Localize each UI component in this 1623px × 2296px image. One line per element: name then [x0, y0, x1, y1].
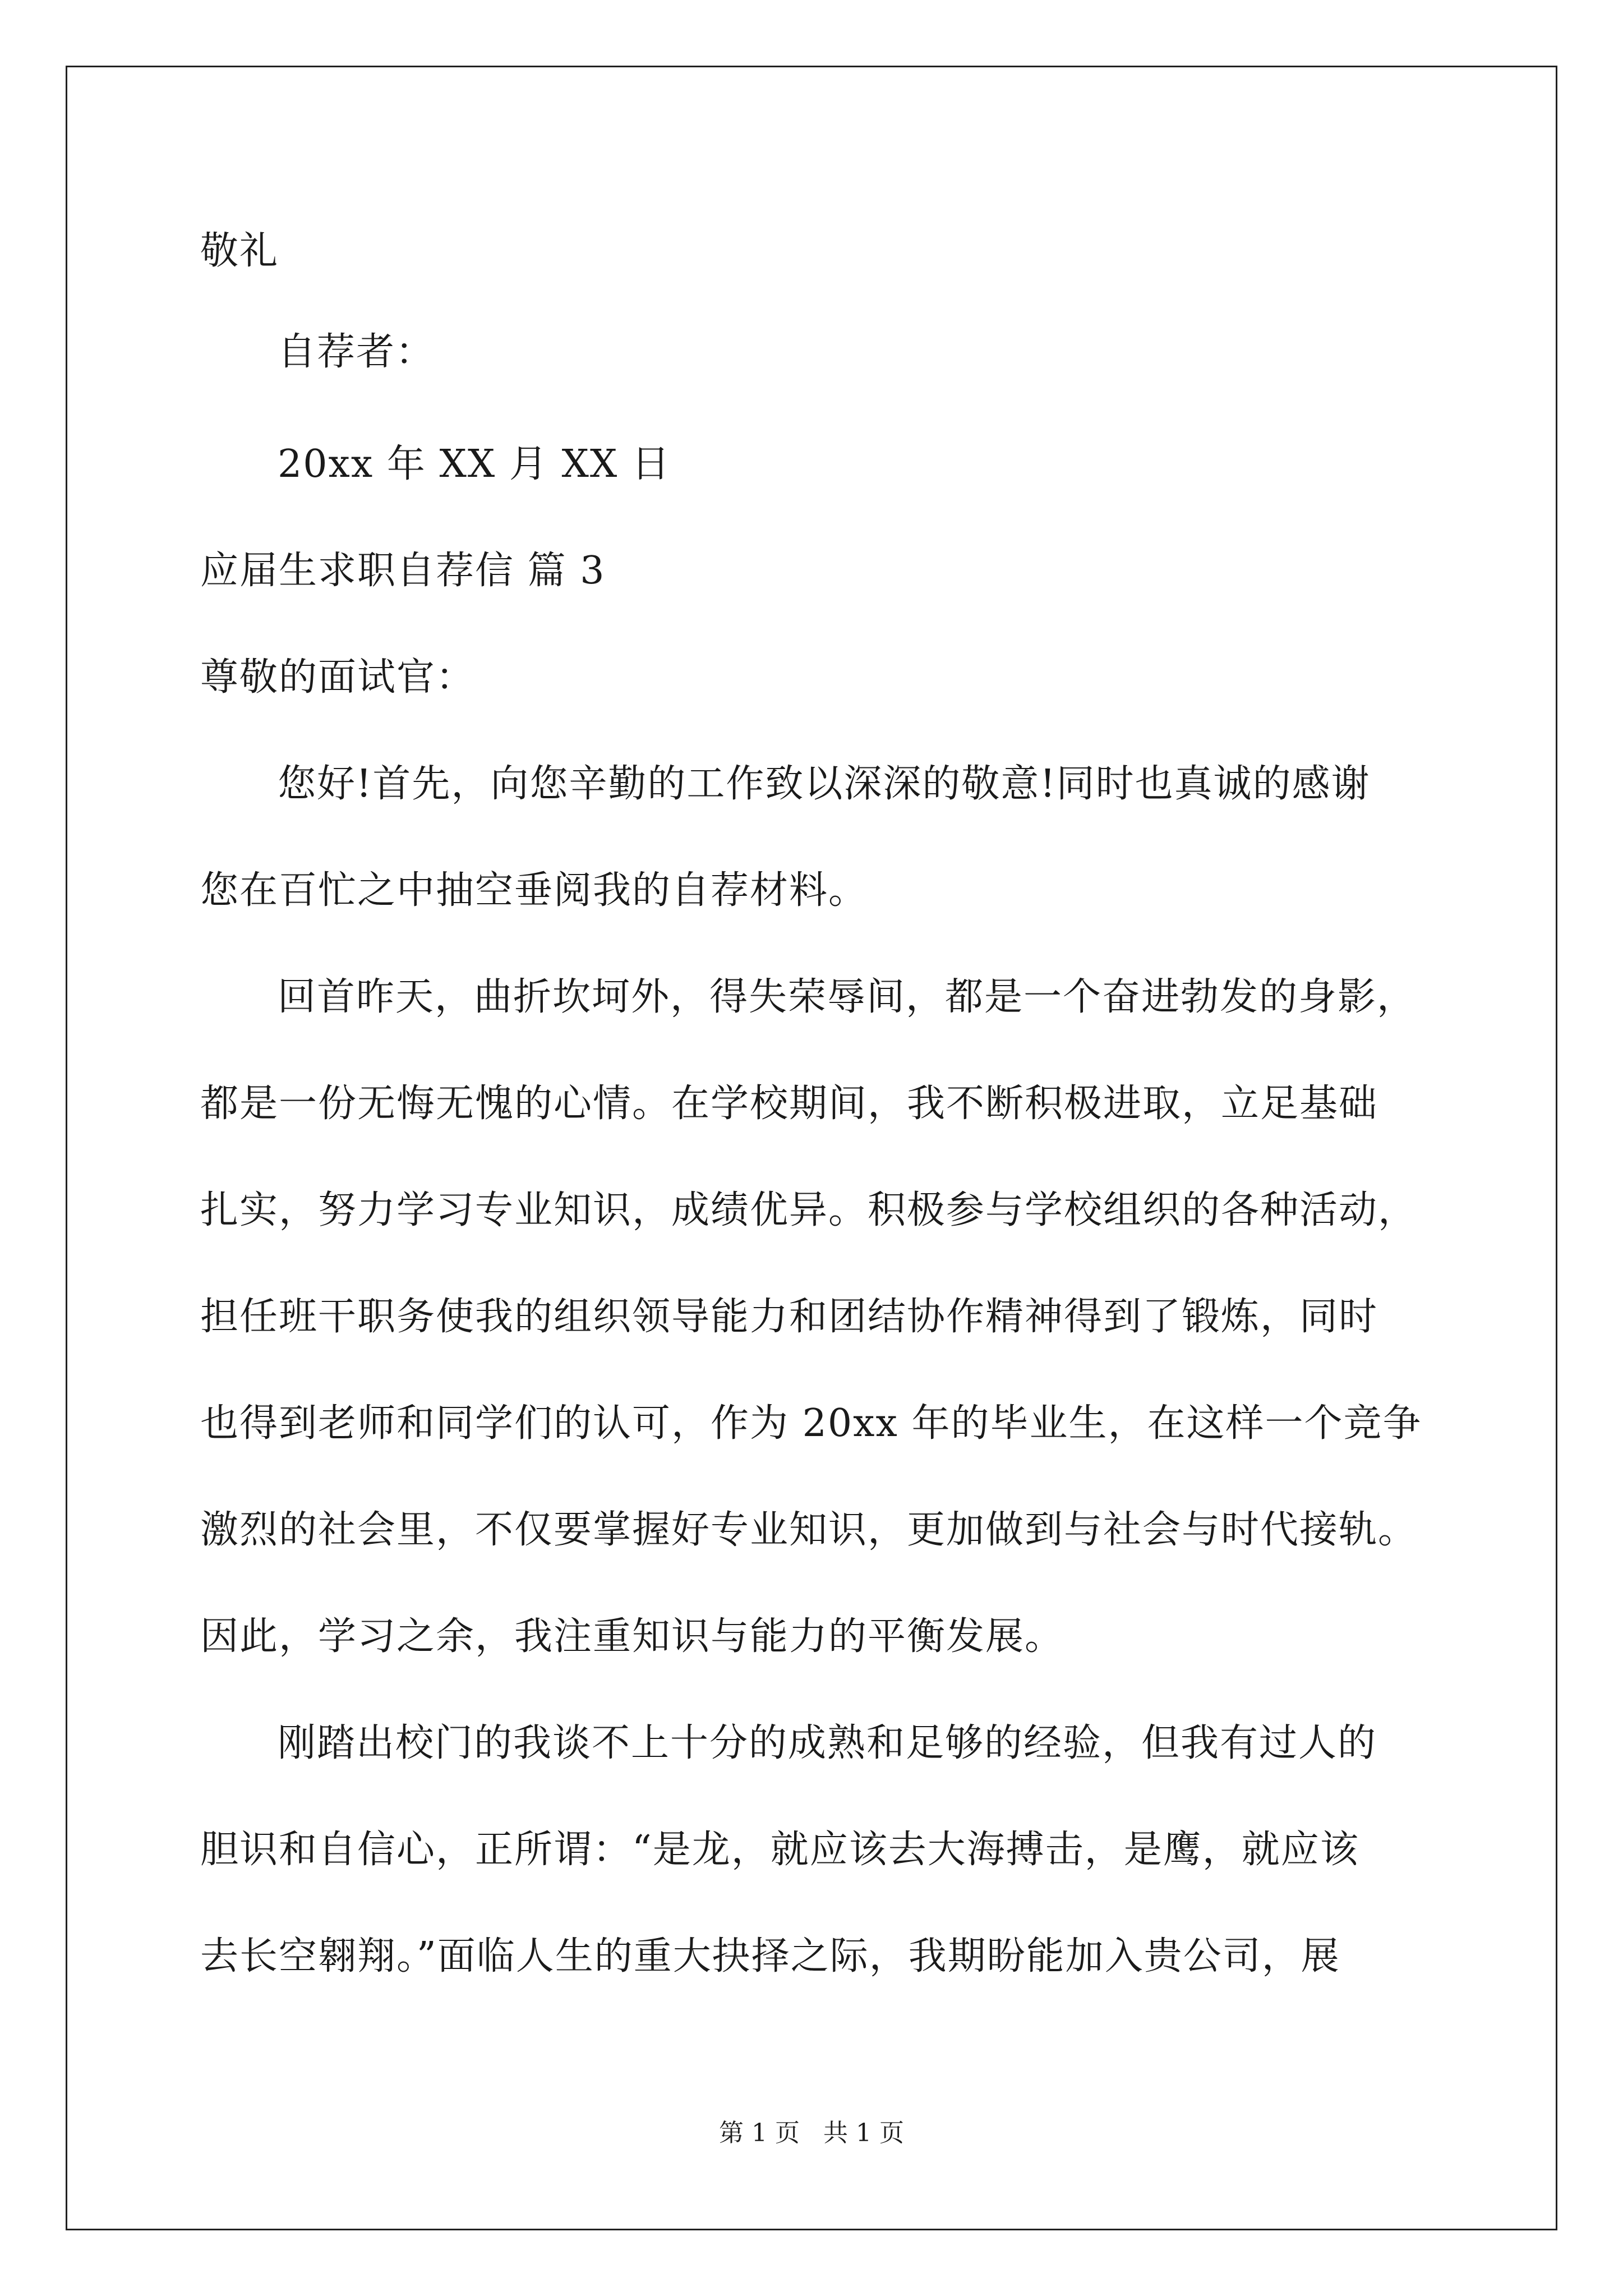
page-border: [66, 66, 1557, 2230]
signature-date: 20xx 年 XX 月 XX 日: [278, 442, 671, 486]
paragraph-line: 刚踏出校门的我谈不上十分的成熟和足够的经验，但我有过人的: [278, 1721, 1377, 1765]
paragraph-line: 胆识和自信心，正所谓：“是龙，就应该去大海搏击，是鹰，就应该: [200, 1828, 1359, 1872]
paragraph-line: 担任班干职务使我的组织领导能力和团结协作精神得到了锻炼，同时: [200, 1295, 1378, 1339]
greeting: 尊敬的面试官：: [200, 655, 476, 700]
paragraph-line: 扎实，努力学习专业知识，成绩优异。积极参与学校组织的各种活动，: [200, 1188, 1418, 1232]
closing-salutation: 敬礼: [200, 229, 279, 273]
paragraph-line: 回首昨天，曲折坎坷外，得失荣辱间，都是一个奋进勃发的身影，: [278, 975, 1417, 1019]
page-footer: 第 1 页 共 1 页: [719, 2119, 904, 2147]
section-heading: 应届生求职自荐信 篇 3: [200, 549, 606, 593]
paragraph-line: 因此，学习之余，我注重知识与能力的平衡发展。: [200, 1614, 1064, 1659]
signature-label: 自荐者：: [278, 330, 435, 374]
paragraph-line: 都是一份无悔无愧的心情。在学校期间，我不断积极进取，立足基础: [200, 1082, 1378, 1126]
paragraph-line: 去长空翱翔。”面临人生的重大抉择之际，我期盼能加入贵公司，展: [200, 1934, 1340, 1978]
paragraph-line: 激烈的社会里，不仅要掌握好专业知识，更加做到与社会与时代接轨。: [200, 1508, 1418, 1552]
paragraph-line: 也得到老师和同学们的认可，作为 20xx 年的毕业生，在这样一个竞争: [200, 1401, 1422, 1446]
paragraph-line: 您在百忙之中抽空垂阅我的自荐材料。: [200, 868, 868, 913]
paragraph-line: 您好!首先，向您辛勤的工作致以深深的敬意!同时也真诚的感谢: [278, 762, 1371, 806]
